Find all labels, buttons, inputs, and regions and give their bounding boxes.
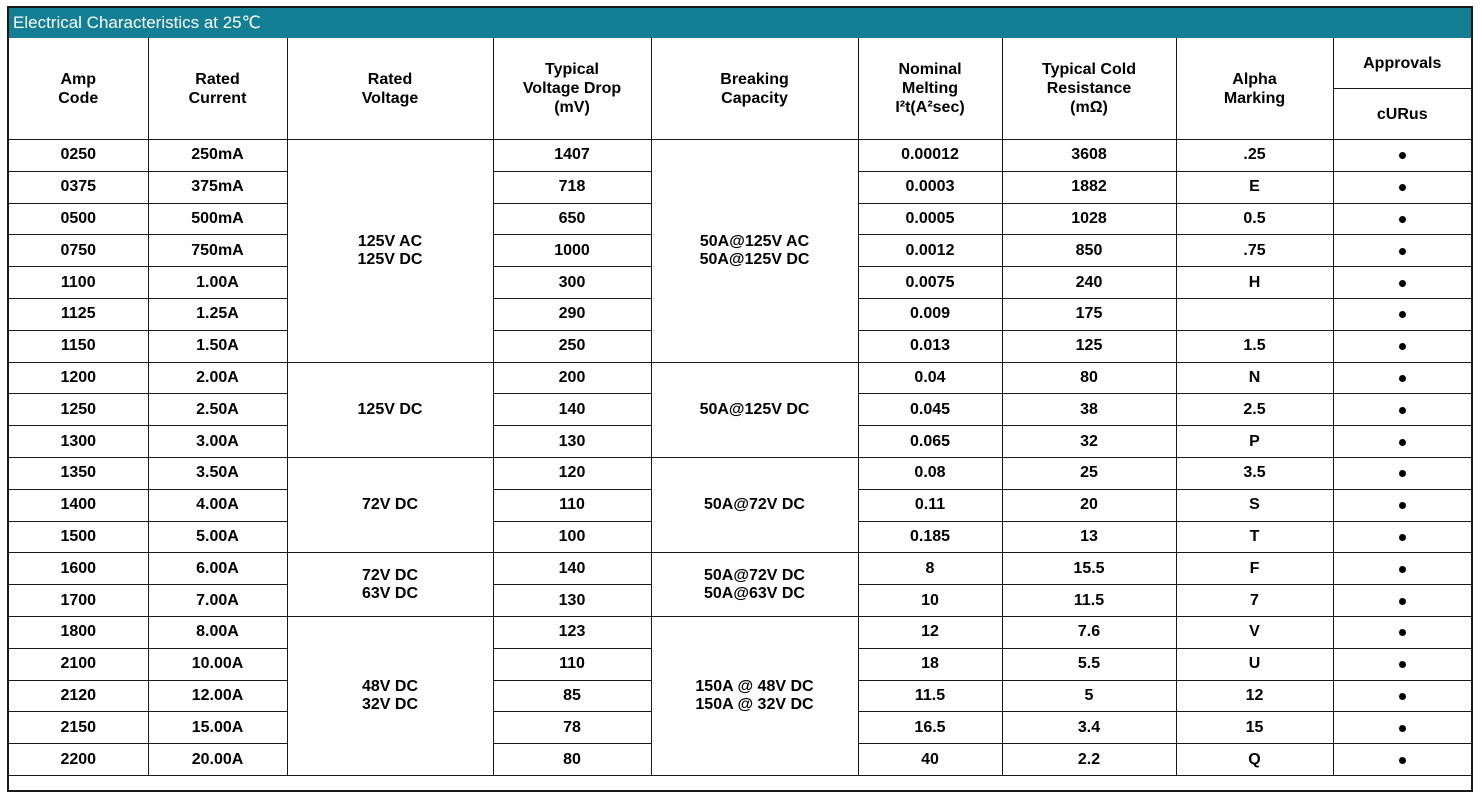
amp-code-cell: 0750 — [9, 235, 148, 267]
voltage-drop-cell: 120 — [493, 457, 651, 489]
alpha-marking-cell — [1176, 298, 1333, 330]
amp-code-cell: 1300 — [9, 426, 148, 458]
voltage-drop-cell: 1407 — [493, 140, 651, 172]
amp-code-cell: 1100 — [9, 267, 148, 299]
voltage-drop-cell: 650 — [493, 203, 651, 235]
rated-current-cell: 10.00A — [148, 648, 287, 680]
amp-code-cell: 1600 — [9, 553, 148, 585]
header-amp-code: Amp Code — [9, 38, 148, 140]
filled-dot-icon — [1399, 598, 1406, 605]
rated-current-cell: 8.00A — [148, 616, 287, 648]
rated-current-cell: 12.00A — [148, 680, 287, 712]
voltage-drop-cell: 123 — [493, 616, 651, 648]
breaking-capacity-cell-line: 50A@125V DC — [699, 400, 810, 418]
melting-cell: 0.0005 — [858, 203, 1002, 235]
rated-voltage-cell-line: 32V DC — [361, 695, 419, 713]
table-body — [9, 140, 1471, 776]
alpha-marking-cell: .25 — [1176, 140, 1333, 172]
voltage-drop-cell: 100 — [493, 521, 651, 553]
approval-cell — [1333, 330, 1471, 362]
breaking-capacity-cell — [651, 616, 858, 775]
filled-dot-icon — [1399, 693, 1406, 700]
amp-code-cell: 1200 — [9, 362, 148, 394]
amp-code-cell: 1350 — [9, 457, 148, 489]
alpha-marking-cell: V — [1176, 616, 1333, 648]
voltage-drop-cell: 110 — [493, 489, 651, 521]
approval-cell — [1333, 362, 1471, 394]
approval-cell — [1333, 648, 1471, 680]
voltage-drop-cell: 80 — [493, 744, 651, 776]
header-approvals: Approvals — [1333, 38, 1471, 89]
voltage-drop-cell: 200 — [493, 362, 651, 394]
filled-dot-icon — [1399, 152, 1406, 159]
voltage-drop-cell: 78 — [493, 712, 651, 744]
approval-cell — [1333, 394, 1471, 426]
rated-current-cell: 3.00A — [148, 426, 287, 458]
amp-code-cell: 2120 — [9, 680, 148, 712]
voltage-drop-cell: 250 — [493, 330, 651, 362]
rated-current-cell: 1.25A — [148, 298, 287, 330]
resistance-cell: 32 — [1002, 426, 1176, 458]
table-row — [9, 140, 1471, 172]
header-voltage-drop: Typical Voltage Drop (mV) — [493, 38, 651, 140]
melting-cell: 0.04 — [858, 362, 1002, 394]
melting-cell: 0.065 — [858, 426, 1002, 458]
voltage-drop-cell: 300 — [493, 267, 651, 299]
filled-dot-icon — [1399, 470, 1406, 477]
rated-voltage-cell — [287, 553, 493, 617]
melting-cell: 0.0012 — [858, 235, 1002, 267]
voltage-drop-cell: 140 — [493, 553, 651, 585]
voltage-drop-cell: 140 — [493, 394, 651, 426]
breaking-capacity-cell-line: 150A @ 48V DC — [695, 677, 814, 695]
resistance-cell: 5 — [1002, 680, 1176, 712]
table-row — [9, 457, 1471, 489]
resistance-cell: 5.5 — [1002, 648, 1176, 680]
rated-voltage-cell — [287, 616, 493, 775]
approval-cell — [1333, 680, 1471, 712]
resistance-cell: 13 — [1002, 521, 1176, 553]
rated-voltage-cell — [287, 362, 493, 457]
resistance-cell: 25 — [1002, 457, 1176, 489]
table-row — [9, 362, 1471, 394]
resistance-cell: 125 — [1002, 330, 1176, 362]
header-melting: Nominal Melting I²t(A²sec) — [858, 38, 1002, 140]
rated-voltage-cell-line: 125V AC — [357, 232, 423, 250]
breaking-capacity-cell-line: 150A @ 32V DC — [695, 695, 814, 713]
voltage-drop-cell: 290 — [493, 298, 651, 330]
resistance-cell: 11.5 — [1002, 585, 1176, 617]
alpha-marking-cell: 15 — [1176, 712, 1333, 744]
amp-code-cell: 0375 — [9, 171, 148, 203]
amp-code-cell: 1150 — [9, 330, 148, 362]
voltage-drop-cell: 110 — [493, 648, 651, 680]
breaking-capacity-cell-line: 50A@125V DC — [699, 250, 810, 268]
resistance-cell: 850 — [1002, 235, 1176, 267]
alpha-marking-cell: N — [1176, 362, 1333, 394]
rated-current-cell: 375mA — [148, 171, 287, 203]
resistance-cell: 15.5 — [1002, 553, 1176, 585]
alpha-marking-cell: S — [1176, 489, 1333, 521]
resistance-cell: 3608 — [1002, 140, 1176, 172]
amp-code-cell: 2150 — [9, 712, 148, 744]
alpha-marking-cell: 2.5 — [1176, 394, 1333, 426]
filled-dot-icon — [1399, 375, 1406, 382]
voltage-drop-cell: 718 — [493, 171, 651, 203]
melting-cell: 10 — [858, 585, 1002, 617]
approval-cell — [1333, 744, 1471, 776]
melting-cell: 12 — [858, 616, 1002, 648]
filled-dot-icon — [1399, 439, 1406, 446]
amp-code-cell: 0250 — [9, 140, 148, 172]
rated-current-cell: 20.00A — [148, 744, 287, 776]
datasheet-frame — [7, 6, 1473, 792]
resistance-cell: 7.6 — [1002, 616, 1176, 648]
resistance-cell: 1882 — [1002, 171, 1176, 203]
approval-cell — [1333, 235, 1471, 267]
melting-cell: 0.08 — [858, 457, 1002, 489]
melting-cell: 8 — [858, 553, 1002, 585]
filled-dot-icon — [1399, 280, 1406, 287]
resistance-cell: 175 — [1002, 298, 1176, 330]
resistance-cell: 38 — [1002, 394, 1176, 426]
rated-current-cell: 7.00A — [148, 585, 287, 617]
amp-code-cell: 1500 — [9, 521, 148, 553]
filled-dot-icon — [1399, 407, 1406, 414]
rated-current-cell: 1.00A — [148, 267, 287, 299]
rated-current-cell: 3.50A — [148, 457, 287, 489]
header-resistance: Typical Cold Resistance (mΩ) — [1002, 38, 1176, 140]
amp-code-cell: 2100 — [9, 648, 148, 680]
melting-cell: 0.185 — [858, 521, 1002, 553]
rated-voltage-cell-line: 125V DC — [357, 250, 423, 268]
approval-cell — [1333, 457, 1471, 489]
approval-cell — [1333, 426, 1471, 458]
resistance-cell: 3.4 — [1002, 712, 1176, 744]
melting-cell: 0.00012 — [858, 140, 1002, 172]
amp-code-cell: 2200 — [9, 744, 148, 776]
filled-dot-icon — [1399, 725, 1406, 732]
amp-code-cell: 1700 — [9, 585, 148, 617]
table-row — [9, 616, 1471, 648]
voltage-drop-cell: 1000 — [493, 235, 651, 267]
melting-cell: 0.0075 — [858, 267, 1002, 299]
rated-current-cell: 1.50A — [148, 330, 287, 362]
melting-cell: 40 — [858, 744, 1002, 776]
melting-cell: 16.5 — [858, 712, 1002, 744]
filled-dot-icon — [1399, 248, 1406, 255]
amp-code-cell: 0500 — [9, 203, 148, 235]
alpha-marking-cell: 1.5 — [1176, 330, 1333, 362]
filled-dot-icon — [1399, 534, 1406, 541]
alpha-marking-cell: U — [1176, 648, 1333, 680]
melting-cell: 0.0003 — [858, 171, 1002, 203]
breaking-capacity-cell-line: 50A@72V DC — [704, 566, 805, 584]
filled-dot-icon — [1399, 757, 1406, 764]
breaking-capacity-cell — [651, 553, 858, 617]
approval-cell — [1333, 140, 1471, 172]
rated-voltage-cell-line: 63V DC — [361, 584, 419, 602]
breaking-capacity-cell — [651, 140, 858, 363]
alpha-marking-cell: H — [1176, 267, 1333, 299]
approval-cell — [1333, 267, 1471, 299]
melting-cell: 0.009 — [858, 298, 1002, 330]
breaking-capacity-cell-line: 50A@63V DC — [704, 584, 805, 602]
rated-current-cell: 15.00A — [148, 712, 287, 744]
header-alpha-marking: Alpha Marking — [1176, 38, 1333, 140]
alpha-marking-cell: T — [1176, 521, 1333, 553]
rated-current-cell: 5.00A — [148, 521, 287, 553]
alpha-marking-cell: Q — [1176, 744, 1333, 776]
rated-voltage-cell-line: 72V DC — [361, 496, 419, 514]
rated-current-cell: 2.50A — [148, 394, 287, 426]
resistance-cell: 20 — [1002, 489, 1176, 521]
alpha-marking-cell: 12 — [1176, 680, 1333, 712]
amp-code-cell: 1125 — [9, 298, 148, 330]
breaking-capacity-cell — [651, 362, 858, 457]
breaking-capacity-cell-line: 50A@72V DC — [704, 496, 805, 514]
alpha-marking-cell: 3.5 — [1176, 457, 1333, 489]
filled-dot-icon — [1399, 216, 1406, 223]
approval-cell — [1333, 553, 1471, 585]
rated-current-cell: 2.00A — [148, 362, 287, 394]
approval-cell — [1333, 585, 1471, 617]
approval-cell — [1333, 171, 1471, 203]
alpha-marking-cell: .75 — [1176, 235, 1333, 267]
melting-cell: 0.11 — [858, 489, 1002, 521]
header-curus: cURus — [1333, 89, 1471, 140]
breaking-capacity-cell-line: 50A@125V AC — [699, 232, 810, 250]
rated-voltage-cell-line: 125V DC — [357, 400, 423, 418]
resistance-cell: 80 — [1002, 362, 1176, 394]
voltage-drop-cell: 130 — [493, 585, 651, 617]
header-row — [9, 38, 1471, 89]
approval-cell — [1333, 298, 1471, 330]
filled-dot-icon — [1399, 566, 1406, 573]
alpha-marking-cell: F — [1176, 553, 1333, 585]
melting-cell: 0.013 — [858, 330, 1002, 362]
voltage-drop-cell: 130 — [493, 426, 651, 458]
electrical-characteristics-table — [9, 38, 1471, 776]
filled-dot-icon — [1399, 502, 1406, 509]
approval-cell — [1333, 521, 1471, 553]
filled-dot-icon — [1399, 629, 1406, 636]
approval-cell — [1333, 489, 1471, 521]
alpha-marking-cell: E — [1176, 171, 1333, 203]
amp-code-cell: 1400 — [9, 489, 148, 521]
filled-dot-icon — [1399, 661, 1406, 668]
amp-code-cell: 1250 — [9, 394, 148, 426]
rated-voltage-cell-line: 48V DC — [361, 677, 419, 695]
alpha-marking-cell: P — [1176, 426, 1333, 458]
rated-current-cell: 6.00A — [148, 553, 287, 585]
table-title: Electrical Characteristics at 25℃ — [9, 8, 1471, 38]
rated-current-cell: 4.00A — [148, 489, 287, 521]
filled-dot-icon — [1399, 343, 1406, 350]
filled-dot-icon — [1399, 311, 1406, 318]
amp-code-cell: 1800 — [9, 616, 148, 648]
rated-current-cell: 250mA — [148, 140, 287, 172]
resistance-cell: 2.2 — [1002, 744, 1176, 776]
approval-cell — [1333, 203, 1471, 235]
approval-cell — [1333, 712, 1471, 744]
rated-current-cell: 750mA — [148, 235, 287, 267]
melting-cell: 11.5 — [858, 680, 1002, 712]
rated-current-cell: 500mA — [148, 203, 287, 235]
header-rated-voltage: Rated Voltage — [287, 38, 493, 140]
table-row — [9, 553, 1471, 585]
voltage-drop-cell: 85 — [493, 680, 651, 712]
filled-dot-icon — [1399, 184, 1406, 191]
alpha-marking-cell: 0.5 — [1176, 203, 1333, 235]
alpha-marking-cell: 7 — [1176, 585, 1333, 617]
header-breaking-capacity: Breaking Capacity — [651, 38, 858, 140]
breaking-capacity-cell — [651, 457, 858, 552]
approval-cell — [1333, 616, 1471, 648]
header-rated-current: Rated Current — [148, 38, 287, 140]
rated-voltage-cell — [287, 457, 493, 552]
melting-cell: 0.045 — [858, 394, 1002, 426]
resistance-cell: 1028 — [1002, 203, 1176, 235]
resistance-cell: 240 — [1002, 267, 1176, 299]
rated-voltage-cell — [287, 140, 493, 363]
rated-voltage-cell-line: 72V DC — [361, 566, 419, 584]
melting-cell: 18 — [858, 648, 1002, 680]
